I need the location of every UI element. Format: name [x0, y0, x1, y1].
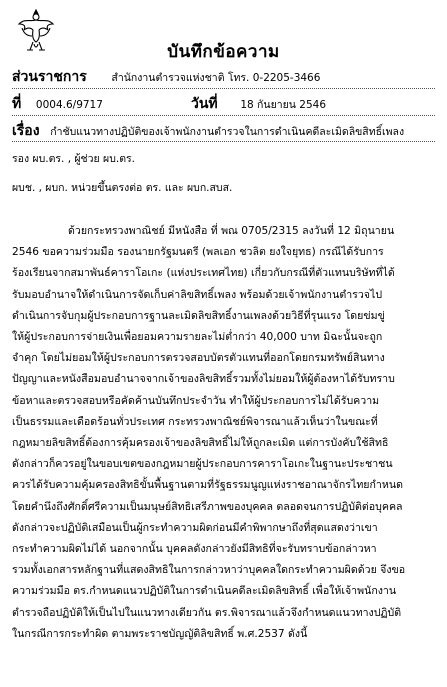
body-line: กฎหมายลิขสิทธิ์ต้องการคุ้มครองเจ้าของลิขสิทธิ์ไม่ให้ถูกละเมิด แต่การบังคับใช้สิทธิ [12, 437, 389, 450]
body-line: 2546 ขอความร่วมมือ รองนายกรัฐมนตรี (พลเอก ชวลิต ยงใจยุทธ) กรณีได้รับการ [12, 246, 384, 259]
body-line: จำคุก โดยไม่ยอมให้ผู้ประกอบการตรวจสอบบัตรตัวแทนที่ออกโดยกรมทรัพย์สินทาง [12, 352, 385, 365]
date-row [191, 93, 326, 115]
department-label: ส่วนราชการ [12, 69, 87, 85]
number-value: 0004.6/9717 [35, 99, 103, 111]
number-row [12, 93, 103, 115]
body-line: เป็นธรรมและเดือดร้อนทั่วประเทศ กระทรวงพาณิชย์พิจารณาแล้วเห็นว่าในขณะที่ [12, 415, 378, 428]
divider [12, 141, 435, 142]
memo-body [12, 221, 435, 645]
subject-row [12, 120, 404, 142]
divider [12, 115, 435, 116]
department-row [12, 66, 320, 88]
body-line: ด้วยกระทรวงพาณิชย์ มีหนังสือ ที่ พณ 0705/2315 ลงวันที่ 12 มิถุนายน [68, 225, 395, 237]
recipients-line-1: รอง ผบ.ตร. , ผู้ช่วย ผบ.ตร. [12, 153, 135, 165]
divider [12, 88, 435, 89]
body-line: ปัญญาและหนังสือมอบอำนาจจากเจ้าของลิขสิทธิ์รวมทั้งไม่ยอมให้ผู้ต้องหาได้รับทราบ [12, 373, 395, 386]
date-label: วันที่ [191, 96, 218, 112]
subject-value: กำชับแนวทางปฏิบัติของเจ้าพนักงานตำรวจในการดำเนินคดีละเมิดลิขสิทธิ์เพลง [50, 126, 405, 138]
body-line: ให้ผู้ประกอบการจ่ายเงินเพื่อยอมความรายละไม่ต่ำกว่า 40,000 บาท มิฉะนั้นจะถูก [12, 331, 383, 344]
body-line: ดำเนินการจับกุมผู้ประกอบการฐานละเมิดลิขสิทธิ์งานเพลงด้วยวิธีที่รุนแรง โดยข่มขู่ [12, 309, 385, 322]
date-value: 18 กันยายน 2546 [240, 99, 327, 111]
recipients-line-2: ผบช. , ผบก. หน่วยขึ้นตรงต่อ ตร. และ ผบก.สบส. [12, 182, 233, 194]
department-value: สำนักงานตำรวจแห่งชาติ โทร. 0-2205-3466 [111, 72, 321, 84]
body-line: รับมอบอำนาจให้ดำเนินการจัดเก็บค่าลิขสิทธิ์เพลง พร้อมด้วยเจ้าพนักงานตำรวจไป [12, 288, 383, 301]
body-line: ตำรวจถือปฏิบัติให้เป็นไปในแนวทางเดียวกัน ตร.พิจารณาแล้วจึงกำหนดแนวทางปฏิบัติ [12, 606, 402, 619]
body-line: ในกรณีการกระทำผิด ตามพระราชบัญญัติลิขสิทธิ์ พ.ศ.2537 ดังนี้ [12, 627, 308, 640]
memo-title: บันทึกข้อความ [167, 42, 280, 62]
body-line: ควรได้รับความคุ้มครองสิทธิขั้นพื้นฐานตามที่รัฐธรรมนูญแห่งราชอาณาจักรไทยกำหนด [12, 479, 403, 492]
body-line: โดยคำนึงถึงศักดิ์ศรีความเป็นมนุษย์สิทธิเสรีภาพของบุคคล ตลอดจนการปฏิบัติต่อบุคคล [12, 500, 403, 513]
body-line: รวมทั้งเอกสารหลักฐานที่แสดงสิทธิในการกล่าวหาว่าบุคคลใดกระทำความผิดด้วย จึงขอ [12, 564, 406, 577]
body-line: ดังกล่าวจะปฏิบัติเสมือนเป็นผู้กระทำความผิดก่อนมีคำพิพากษาถึงที่สุดแสดงว่าเขา [12, 521, 378, 534]
body-line: กระทำความผิดไม่ได้ นอกจากนั้น บุคคลดังกล่าวยังมีสิทธิที่จะรับทราบข้อกล่าวหา [12, 543, 377, 556]
number-label: ที่ [12, 96, 22, 112]
body-line: ดังกล่าวก็ควรอยู่ในขอบเขตของกฎหมายผู้ประกอบการคาราโอเกะในฐานะประชาชน [12, 458, 393, 471]
body-line: ร้องเรียนจากสมาพันธ์คาราโอเกะ (แห่งประเทศไทย) เกี่ยวกับกรณีที่ตัวแทนบริษัทที่ได้ [12, 267, 395, 280]
body-line: ข้อหาและตรวจสอบหรือคัดค้านบันทึกประจำวัน ทำให้ผู้ประกอบการไม่ได้รับความ [12, 394, 380, 407]
subject-label: เรื่อง [12, 123, 40, 139]
body-line: ความร่วมมือ ตร.กำหนดแนวปฏิบัติในการดำเนินคดีละเมิดลิขสิทธิ์ เพื่อให้เจ้าพนักงาน [12, 585, 397, 598]
